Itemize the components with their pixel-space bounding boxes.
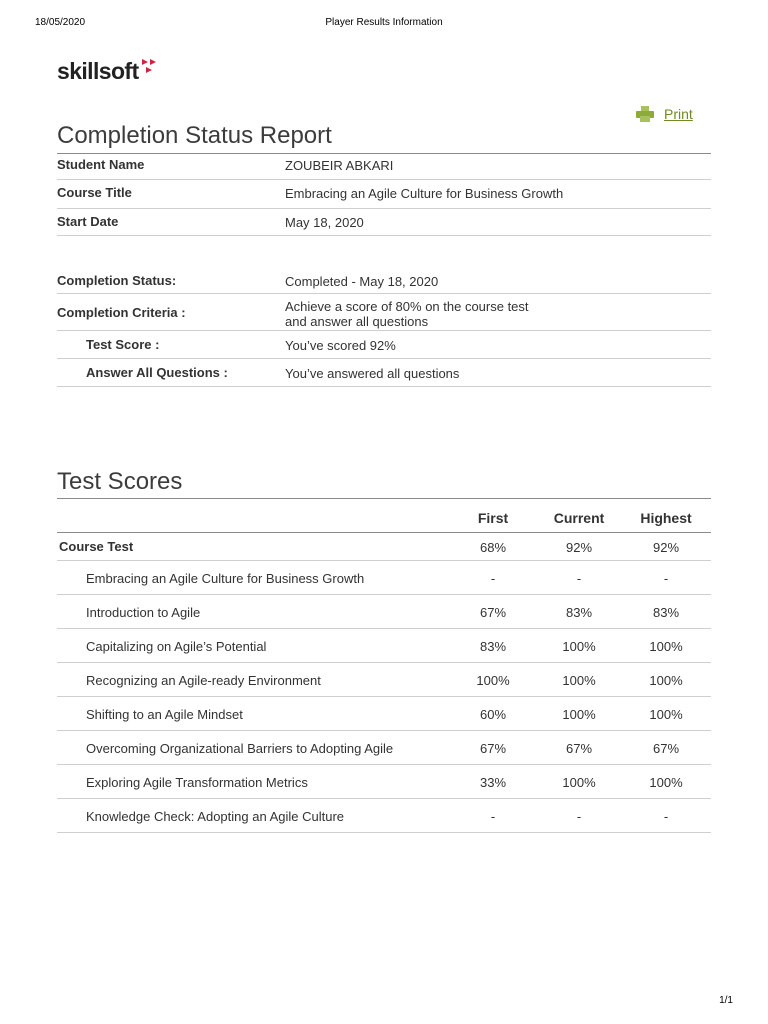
column-current: Current	[553, 510, 605, 526]
completion-criteria-row	[57, 294, 711, 331]
row-highest: -	[663, 809, 669, 824]
brand-arrows-icon	[141, 58, 159, 74]
table-row	[57, 533, 711, 561]
row-highest: 92%	[652, 540, 680, 555]
row-highest: 83%	[652, 605, 680, 620]
row-current: 83%	[565, 605, 593, 620]
completion-criteria-label: Completion Criteria :	[57, 305, 186, 320]
skillsoft-logo	[57, 58, 139, 86]
student-name-row	[57, 154, 711, 180]
student-name-label: Student Name	[57, 157, 145, 172]
start-date-row	[57, 209, 711, 236]
test-scores-table	[57, 498, 711, 833]
test-scores-title: Test Scores	[57, 468, 183, 495]
row-first: 67%	[479, 741, 507, 756]
column-first: First	[477, 510, 509, 526]
row-name: Exploring Agile Transformation Metrics	[86, 775, 308, 790]
row-name: Capitalizing on Agile’s Potential	[86, 639, 267, 654]
test-score-label: Test Score :	[86, 337, 160, 352]
table-row	[57, 799, 711, 833]
print-label[interactable]: Print	[664, 106, 693, 122]
start-date-label: Start Date	[57, 214, 119, 229]
completion-status-row	[57, 264, 711, 294]
student-name-value: ZOUBEIR ABKARI	[285, 158, 394, 173]
row-current: 67%	[565, 741, 593, 756]
row-name: Recognizing an Agile-ready Environment	[86, 673, 321, 688]
test-score-row	[57, 331, 711, 359]
row-current: 100%	[562, 707, 596, 722]
row-highest: 67%	[652, 741, 680, 756]
student-info-table	[57, 154, 711, 236]
row-current: -	[576, 571, 582, 586]
table-row	[57, 697, 711, 731]
completion-criteria-value	[285, 299, 529, 329]
print-date: 18/05/2020	[35, 17, 86, 28]
course-title-value: Embracing an Agile Culture for Business Growth	[285, 186, 564, 201]
row-highest: -	[663, 571, 669, 586]
course-title-label: Course Title	[57, 185, 132, 200]
row-highest: 100%	[649, 673, 683, 688]
row-first: -	[490, 809, 496, 824]
row-first: 33%	[479, 775, 507, 790]
criteria-line-1: Achieve a score of 80% on the course test	[285, 299, 529, 314]
test-score-value: You’ve scored 92%	[285, 338, 396, 353]
answer-all-label: Answer All Questions :	[86, 365, 228, 380]
completion-status-value: Completed - May 18, 2020	[285, 274, 439, 289]
row-name: Course Test	[59, 539, 134, 554]
criteria-line-2: and answer all questions	[285, 314, 429, 329]
row-first: 67%	[479, 605, 507, 620]
table-row	[57, 765, 711, 799]
row-name: Embracing an Agile Culture for Business Growth	[86, 571, 365, 586]
table-row	[57, 595, 711, 629]
answer-all-value: You’ve answered all questions	[285, 366, 460, 381]
row-current: 100%	[562, 775, 596, 790]
printer-icon	[636, 106, 654, 122]
table-row	[57, 561, 711, 595]
page-number: 1/1	[719, 995, 733, 1006]
row-current: 100%	[562, 673, 596, 688]
row-name: Overcoming Organizational Barriers to Adopting Agile	[86, 741, 394, 756]
row-highest: 100%	[649, 639, 683, 654]
row-highest: 100%	[649, 775, 683, 790]
row-name: Knowledge Check: Adopting an Agile Culture	[86, 809, 345, 824]
row-current: 100%	[562, 639, 596, 654]
row-first: 83%	[479, 639, 507, 654]
table-row	[57, 629, 711, 663]
scores-header-row	[57, 498, 711, 533]
print-page-title: Player Results Information	[325, 17, 443, 28]
row-first: 68%	[479, 540, 507, 555]
brand-name: skillsoft	[57, 58, 139, 84]
course-title-row	[57, 180, 711, 209]
row-first: 100%	[476, 673, 510, 688]
answer-all-row	[57, 359, 711, 387]
completion-report-title: Completion Status Report	[57, 122, 332, 149]
row-highest: 100%	[649, 707, 683, 722]
row-current: -	[576, 809, 582, 824]
table-row	[57, 731, 711, 765]
row-name: Shifting to an Agile Mindset	[86, 707, 243, 722]
row-first: 60%	[479, 707, 507, 722]
completion-status-label: Completion Status:	[57, 273, 177, 288]
row-first: -	[490, 571, 496, 586]
table-row	[57, 663, 711, 697]
row-name: Introduction to Agile	[86, 605, 201, 620]
row-current: 92%	[565, 540, 593, 555]
start-date-value: May 18, 2020	[285, 215, 364, 230]
print-button[interactable]	[636, 106, 693, 122]
column-highest: Highest	[640, 510, 692, 526]
completion-status-table	[57, 264, 711, 387]
